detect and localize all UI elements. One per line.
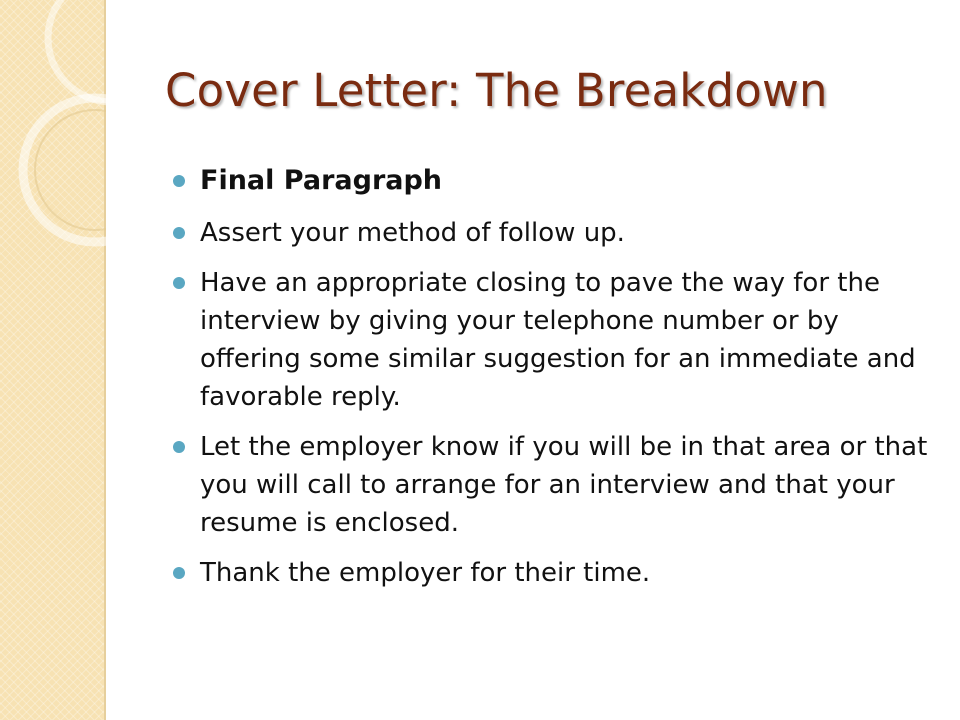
bullet-dot-icon bbox=[173, 277, 185, 289]
bullet-text: Let the employer know if you will be in that area or that you will call to arrange for an interview and that your resume is enclosed. bbox=[200, 432, 928, 538]
bullet-text: Final Paragraph bbox=[200, 165, 443, 196]
bullet-dot-icon bbox=[173, 227, 185, 239]
bullet-item-closing bbox=[200, 264, 940, 416]
bullet-dot-icon bbox=[173, 175, 185, 187]
bullet-text: Thank the employer for their time. bbox=[200, 558, 651, 588]
bullet-item-follow-up bbox=[200, 214, 940, 252]
bullet-item-final-paragraph bbox=[200, 162, 940, 200]
decorative-rings-graphic bbox=[0, 0, 106, 250]
bullet-item-thank-employer bbox=[200, 554, 940, 592]
bullet-dot-icon bbox=[173, 567, 185, 579]
bullet-text: Assert your method of follow up. bbox=[200, 218, 625, 248]
bullet-item-let-employer-know bbox=[200, 428, 940, 542]
slide-title: Cover Letter: The Breakdown bbox=[165, 64, 828, 117]
bullet-dot-icon bbox=[173, 441, 185, 453]
bullet-list bbox=[200, 162, 940, 604]
bullet-text: Have an appropriate closing to pave the way for the interview by giving your telephone number or by offering some similar suggestion for an immediate and favorable reply. bbox=[200, 268, 916, 412]
